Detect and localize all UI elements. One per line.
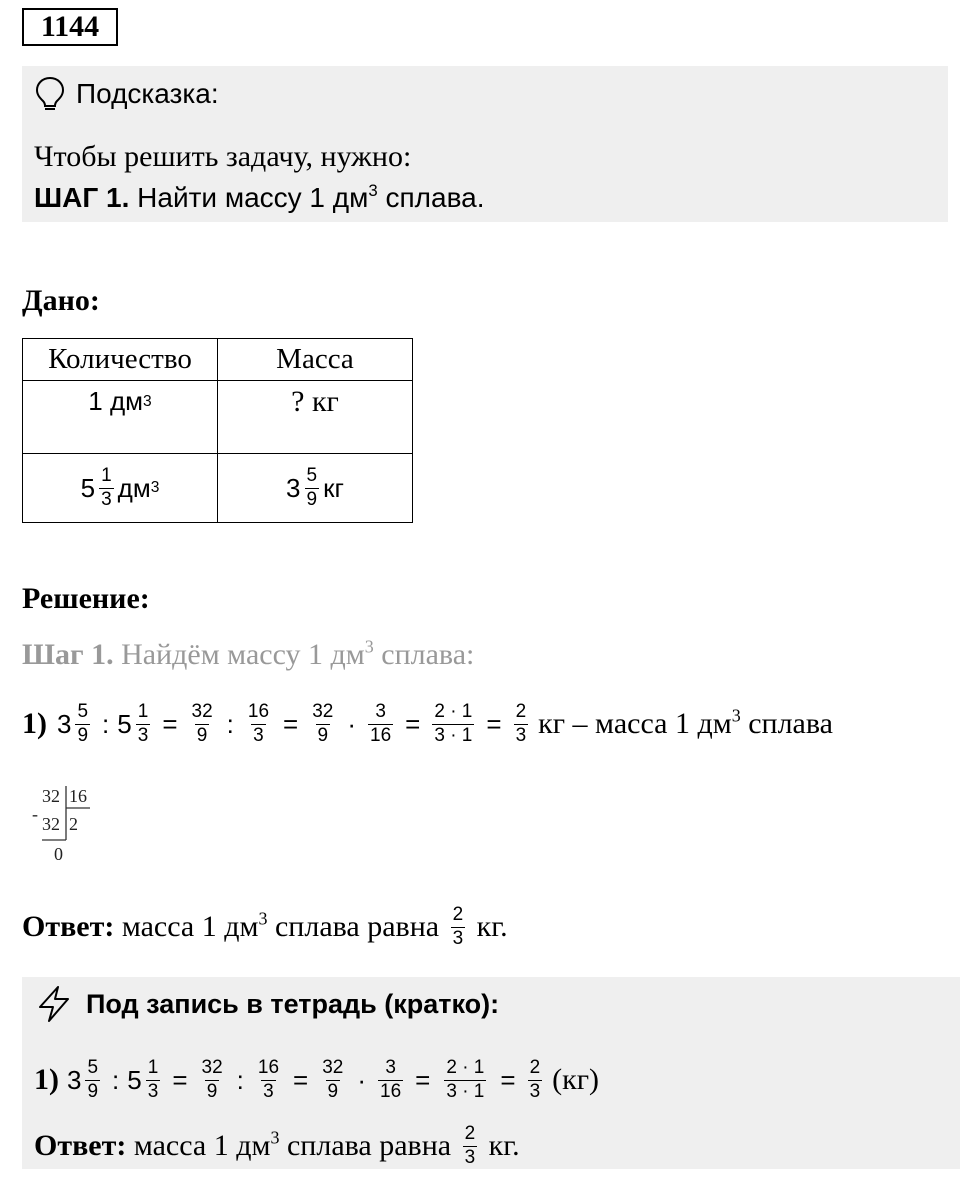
quick-equation-body: 3 $\frac{5}{9}$ : 5 $\frac{1}{3}$ = $\frac{32}{9}$ : $\frac{16}{3}$ = $\frac{32}{9}$ · $\frac{3}{16}$ = $\frac{2 \cdot 1}{3 \cdot 1}$ = $\frac{2}{3}$ <box>67 1056 541 1102</box>
hint-header <box>34 74 219 114</box>
given-row2-mass <box>218 454 413 523</box>
mass-value: ? кг <box>291 385 339 418</box>
quick-equation <box>34 1048 599 1112</box>
answer <box>22 896 508 958</box>
mass-whole: 3 <box>286 472 301 503</box>
qty-whole: 5 <box>80 472 96 503</box>
answer-fraction: $\frac{2}{3}$ <box>452 903 464 949</box>
dividend: 32 <box>42 786 60 806</box>
minus-sign: - <box>32 804 38 824</box>
given-heading: Дано: <box>22 284 100 317</box>
solution-step-text-after: сплава: <box>373 638 475 671</box>
given-header-quantity: Количество <box>23 339 218 381</box>
mass-unit: кг <box>323 472 344 503</box>
quick-equation-label: 1) <box>34 1063 59 1096</box>
given-row1-quantity: 1 дм 3 <box>23 381 218 454</box>
answer-text: масса 1 $дм^3$ сплава равна <box>114 908 447 943</box>
mass-fraction: $\frac{5}{9}$ <box>306 464 318 510</box>
hint-step <box>34 182 484 214</box>
long-division <box>30 784 100 868</box>
equation-tail: кг – масса 1 $дм^3$ сплава <box>538 705 833 740</box>
solution-step-sup: 3 <box>364 636 374 657</box>
hint-step-sup: 3 <box>368 181 378 201</box>
quotient: 2 <box>69 814 78 834</box>
given-row1-mass <box>218 381 413 454</box>
answer-tail: кг. <box>469 910 508 943</box>
task-number: 1144 <box>22 8 118 46</box>
quick-answer-text: масса 1 $дм^3$ сплава равна <box>126 1127 459 1162</box>
divisor: 16 <box>69 786 87 806</box>
hint-step-text: Найти массу 1 дм <box>137 182 369 213</box>
hint-title: Подсказка: <box>76 78 219 109</box>
given-header-mass: Масса <box>218 339 413 381</box>
lightning-icon <box>34 984 74 1024</box>
qty-unit: дм <box>117 472 151 503</box>
hint-step-label: ШАГ 1. <box>34 182 130 213</box>
quick-title: Под запись в тетрадь (кратко): <box>86 988 500 1019</box>
solution-heading: Решение: <box>22 582 150 615</box>
hint-step-text-after: сплава. <box>377 182 485 213</box>
equation: 3 $\frac{5}{9}$ : 5 $\frac{1}{3}$ = $\frac{32}{9}$ : $\frac{16}{3}$ = $\frac{32}{9}$ · $\frac{3}{16}$ = $\frac{2 \cdot 1}{3 \cdot 1}$ = $\frac{2}{3}$ <box>57 700 527 746</box>
quick-header <box>34 982 499 1026</box>
answer-label: Ответ: <box>22 910 115 943</box>
given-table <box>22 338 413 523</box>
quick-answer-tail: кг. <box>481 1129 520 1162</box>
quick-equation-unit: (кг) <box>552 1063 600 1096</box>
solution-step <box>22 638 474 672</box>
hint-intro: Чтобы решить задачу, нужно: <box>34 140 412 173</box>
solution-equation <box>22 692 833 756</box>
solution-step-label: Шаг 1. <box>22 638 114 671</box>
remainder: 0 <box>54 844 63 864</box>
quick-answer-label: Ответ: <box>34 1129 127 1162</box>
subtrahend: 32 <box>42 814 60 834</box>
qty-value: 1 дм <box>88 386 144 416</box>
given-row2-quantity: 5 $\frac{1}{3}$ дм 3 <box>23 454 218 523</box>
equation-label: 1) <box>22 707 47 740</box>
lightbulb-icon <box>34 76 66 112</box>
solution-step-text: Найдём массу 1 дм <box>113 638 365 671</box>
quick-answer-fraction: $\frac{2}{3}$ <box>464 1122 476 1168</box>
quick-answer <box>34 1116 520 1176</box>
qty-fraction: $\frac{1}{3}$ <box>101 464 112 510</box>
